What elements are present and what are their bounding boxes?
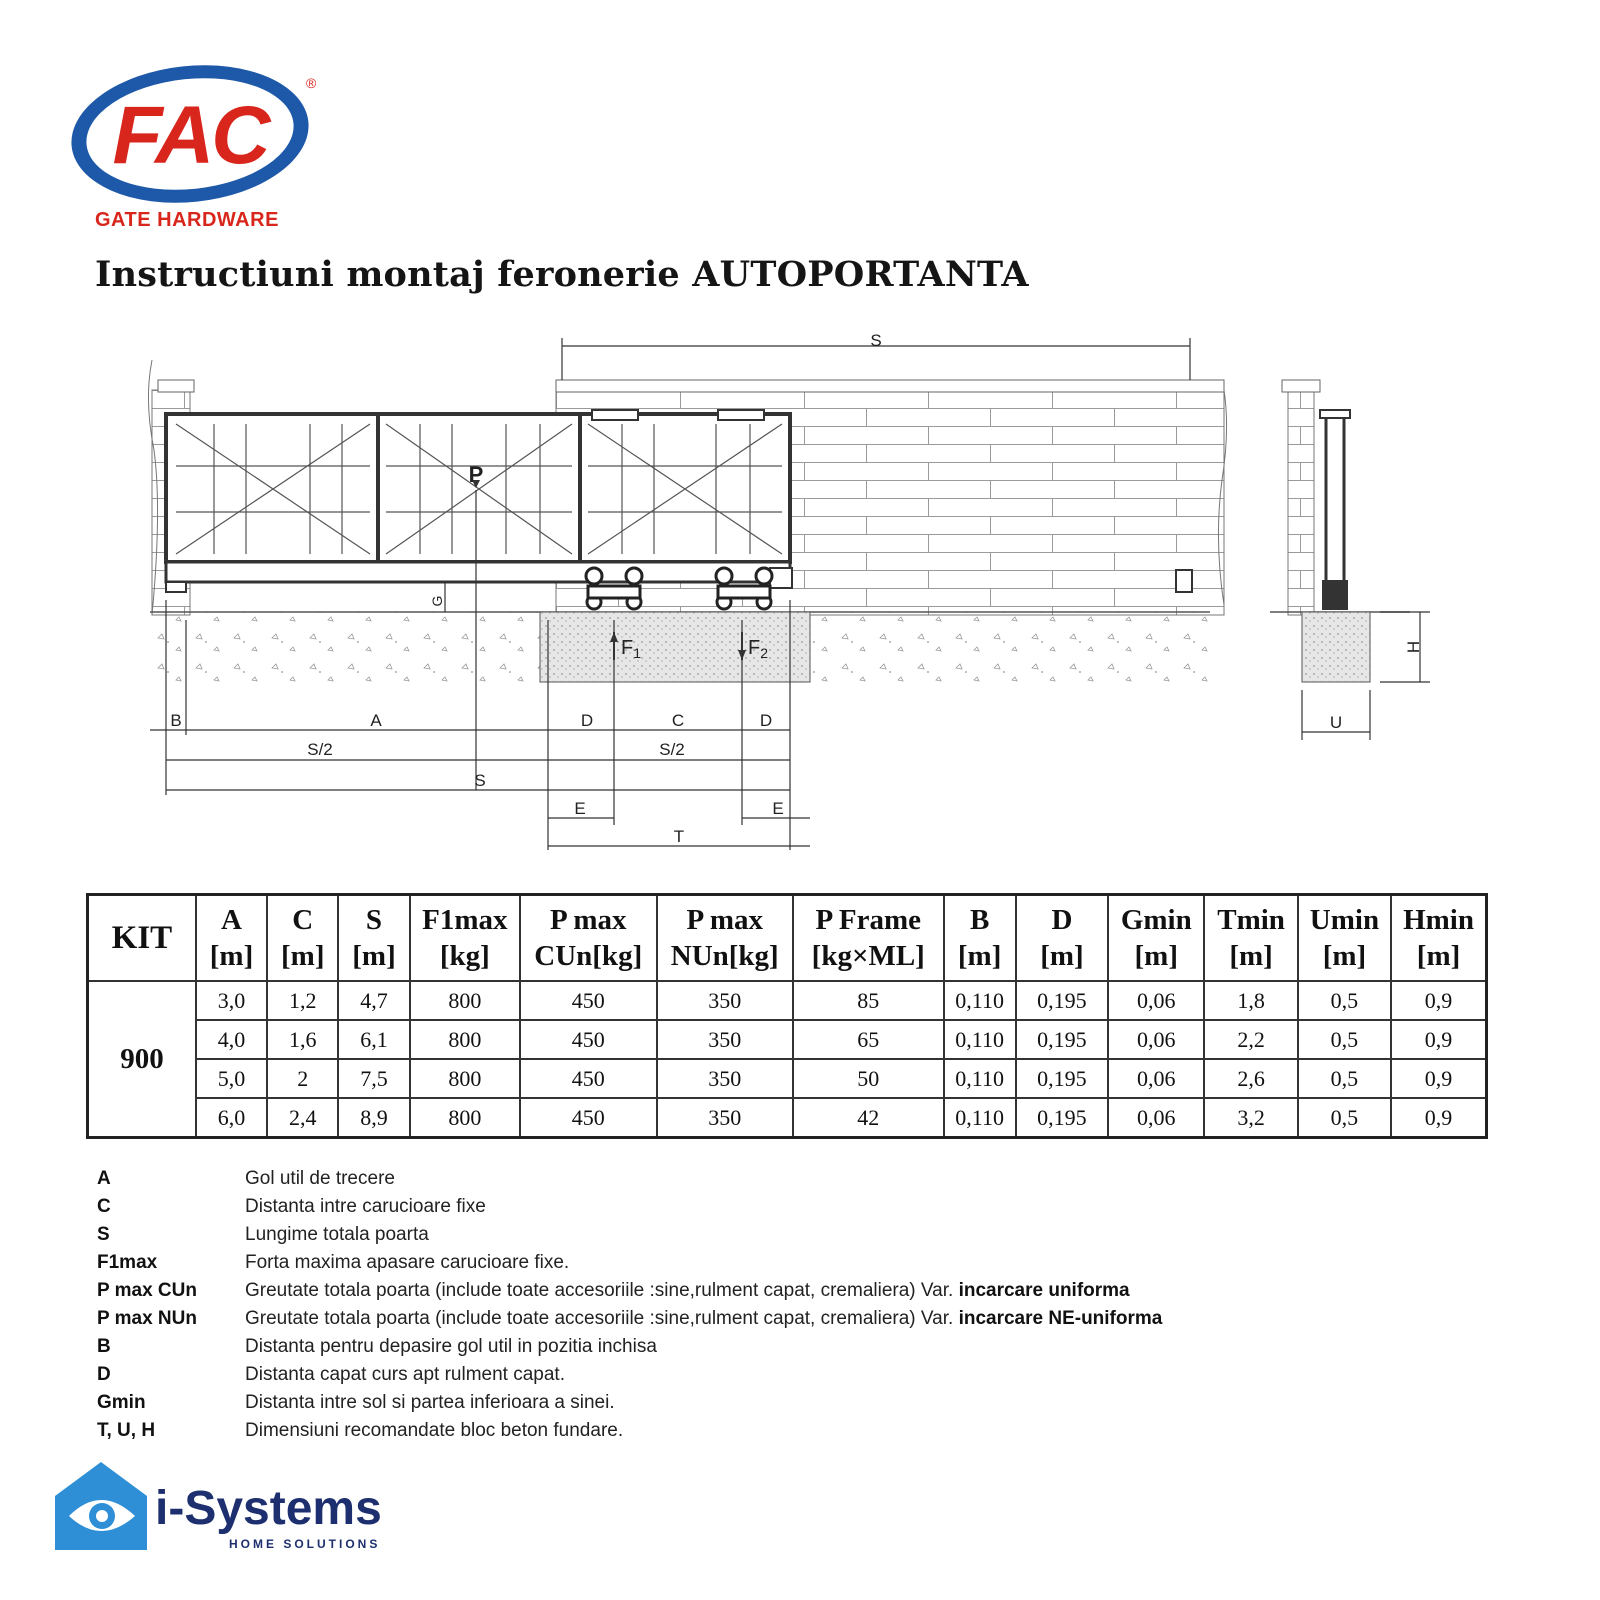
table-row <box>88 1020 1487 1059</box>
header-gmin: Gmin [m] <box>1108 895 1204 982</box>
legend-item <box>97 1221 1497 1249</box>
legend-item <box>97 1333 1497 1361</box>
legend <box>97 1165 1497 1445</box>
header-p-frame: P Frame [kg×ML] <box>793 895 944 982</box>
fac-logo <box>68 58 328 238</box>
table-cell: 0,9 <box>1391 1059 1486 1098</box>
table-cell: 3,2 <box>1204 1098 1297 1138</box>
page-title: Instructiuni montaj feronerie AUTOPORTANTA <box>95 254 1029 295</box>
legend-description: Dimensiuni recomandate bloc beton fundare. <box>245 1420 624 1441</box>
table-cell: 0,5 <box>1298 1098 1391 1138</box>
table-cell: 0,110 <box>944 1020 1016 1059</box>
table-cell: 0,110 <box>944 1098 1016 1138</box>
legend-key: P max CUn <box>97 1280 197 1301</box>
header-d: D [m] <box>1016 895 1108 982</box>
dim-c-label: C <box>671 711 685 730</box>
header-kit: KIT <box>88 895 196 982</box>
table-cell: 0,110 <box>944 1059 1016 1098</box>
header-c: C [m] <box>267 895 338 982</box>
table-cell: 2,2 <box>1204 1020 1297 1059</box>
table-cell: 65 <box>793 1020 944 1059</box>
table-cell: 3,0 <box>196 981 267 1020</box>
legend-description: Greutate totala poarta (include toate accesoriile :sine,rulment capat, cremaliera) Var. incarcare NE-uniforma <box>245 1308 1163 1329</box>
legend-description: Lungime totala poarta <box>245 1224 429 1245</box>
legend-description: Greutate totala poarta (include toate accesoriile :sine,rulment capat, cremaliera) Var. incarcare uniforma <box>245 1280 1130 1301</box>
legend-description: Distanta capat curs apt rulment capat. <box>245 1364 565 1385</box>
legend-description: Gol util de trecere <box>245 1168 395 1189</box>
table-cell: 800 <box>410 981 520 1020</box>
header-umin: Umin [m] <box>1298 895 1391 982</box>
house-eye-icon <box>55 1462 147 1550</box>
table-cell: 6,1 <box>338 1020 409 1059</box>
table-cell: 4,7 <box>338 981 409 1020</box>
table-cell: 6,0 <box>196 1098 267 1138</box>
legend-item <box>97 1417 1497 1445</box>
table-cell: 85 <box>793 981 944 1020</box>
dim-e-right-label: E <box>772 799 784 818</box>
table-cell: 0,06 <box>1108 1098 1204 1138</box>
table-cell: 350 <box>657 981 793 1020</box>
legend-key: T, U, H <box>97 1420 156 1441</box>
dim-u-label: U <box>1329 713 1343 732</box>
table-cell: 0,5 <box>1298 1020 1391 1059</box>
dim-d-left-label: D <box>580 711 594 730</box>
legend-key: B <box>97 1336 111 1357</box>
load-p-label: P <box>468 462 484 487</box>
header-s: S [m] <box>338 895 409 982</box>
table-cell: 8,9 <box>338 1098 409 1138</box>
dim-g-label: G <box>429 595 445 607</box>
dim-s-half-right-label: S/2 <box>659 740 685 759</box>
table-cell: 450 <box>520 1059 656 1098</box>
legend-item <box>97 1193 1497 1221</box>
i-systems-tagline: HOME SOLUTIONS <box>229 1537 381 1551</box>
header-pmax-cun: P max CUn[kg] <box>520 895 656 982</box>
table-cell: 2 <box>267 1059 338 1098</box>
force-f1-label: $F_1$ <box>621 637 642 661</box>
table-cell: 0,195 <box>1016 1020 1108 1059</box>
legend-key: S <box>97 1224 110 1245</box>
header-f1max: F1max [kg] <box>410 895 520 982</box>
dim-a-label: A <box>370 711 382 730</box>
dim-h-label: H <box>1404 640 1423 654</box>
table-cell: 450 <box>520 1098 656 1138</box>
table-cell: 2,4 <box>267 1098 338 1138</box>
table-cell: 450 <box>520 1020 656 1059</box>
force-f2-label: $F_2$ <box>748 637 769 661</box>
legend-item <box>97 1277 1497 1305</box>
legend-description: Distanta intre sol si partea inferioara a sinei. <box>245 1392 615 1413</box>
table-cell: 350 <box>657 1020 793 1059</box>
legend-description: Distanta intre carucioare fixe <box>245 1196 486 1217</box>
table-cell: 5,0 <box>196 1059 267 1098</box>
table-cell: 0,195 <box>1016 1059 1108 1098</box>
registered-mark: ® <box>306 75 317 91</box>
table-cell: 1,2 <box>267 981 338 1020</box>
table-cell: 2,6 <box>1204 1059 1297 1098</box>
table-cell: 42 <box>793 1098 944 1138</box>
legend-item <box>97 1165 1497 1193</box>
spec-table <box>86 893 1488 1139</box>
legend-item <box>97 1249 1497 1277</box>
table-cell: 0,06 <box>1108 981 1204 1020</box>
header-b: B [m] <box>944 895 1016 982</box>
legend-item <box>97 1305 1497 1333</box>
fac-tagline: GATE HARDWARE <box>95 209 279 231</box>
table-cell: 0,110 <box>944 981 1016 1020</box>
legend-description: Forta maxima apasare carucioare fixe. <box>245 1252 570 1273</box>
gate-installation-diagram <box>0 320 1600 865</box>
header-pmax-nun: P max NUn[kg] <box>657 895 793 982</box>
table-cell: 350 <box>657 1098 793 1138</box>
table-row <box>88 981 1487 1020</box>
table-cell: 0,9 <box>1391 1020 1486 1059</box>
table-cell: 0,9 <box>1391 1098 1486 1138</box>
dim-t-label: T <box>673 827 685 846</box>
dim-e-left-label: E <box>574 799 586 818</box>
table-cell: 0,195 <box>1016 981 1108 1020</box>
table-cell: 1,6 <box>267 1020 338 1059</box>
legend-key: C <box>97 1196 111 1217</box>
dim-b-label: B <box>170 711 182 730</box>
table-cell: 1,8 <box>1204 981 1297 1020</box>
table-cell: 0,5 <box>1298 1059 1391 1098</box>
dim-s-half-left-label: S/2 <box>307 740 333 759</box>
i-systems-wordmark: i-Systems <box>155 1482 382 1535</box>
dim-s-bottom-label: S <box>474 771 486 790</box>
table-cell: 0,5 <box>1298 981 1391 1020</box>
table-cell: 7,5 <box>338 1059 409 1098</box>
legend-description: Distanta pentru depasire gol util in pozitia inchisa <box>245 1336 657 1357</box>
legend-item <box>97 1361 1497 1389</box>
legend-key: Gmin <box>97 1392 146 1413</box>
kit-cell: 900 <box>88 981 196 1138</box>
legend-key: D <box>97 1364 111 1385</box>
header-hmin: Hmin [m] <box>1391 895 1486 982</box>
table-cell: 0,195 <box>1016 1098 1108 1138</box>
table-cell: 800 <box>410 1059 520 1098</box>
table-cell: 50 <box>793 1059 944 1098</box>
table-cell: 800 <box>410 1098 520 1138</box>
fac-wordmark: FAC <box>112 90 268 181</box>
table-cell: 450 <box>520 981 656 1020</box>
legend-item <box>97 1389 1497 1417</box>
table-cell: 4,0 <box>196 1020 267 1059</box>
legend-key: A <box>97 1168 111 1189</box>
header-tmin: Tmin [m] <box>1204 895 1297 982</box>
dim-s-top-label: S <box>870 331 882 350</box>
i-systems-logo <box>55 1458 415 1558</box>
table-cell: 0,06 <box>1108 1059 1204 1098</box>
table-row <box>88 1098 1487 1138</box>
table-cell: 350 <box>657 1059 793 1098</box>
dim-d-right-label: D <box>759 711 773 730</box>
table-header-row <box>88 895 1487 982</box>
legend-key: F1max <box>97 1252 158 1273</box>
table-cell: 0,9 <box>1391 981 1486 1020</box>
legend-key: P max NUn <box>97 1308 197 1329</box>
table-cell: 800 <box>410 1020 520 1059</box>
table-row <box>88 1059 1487 1098</box>
table-cell: 0,06 <box>1108 1020 1204 1059</box>
header-a: A [m] <box>196 895 267 982</box>
